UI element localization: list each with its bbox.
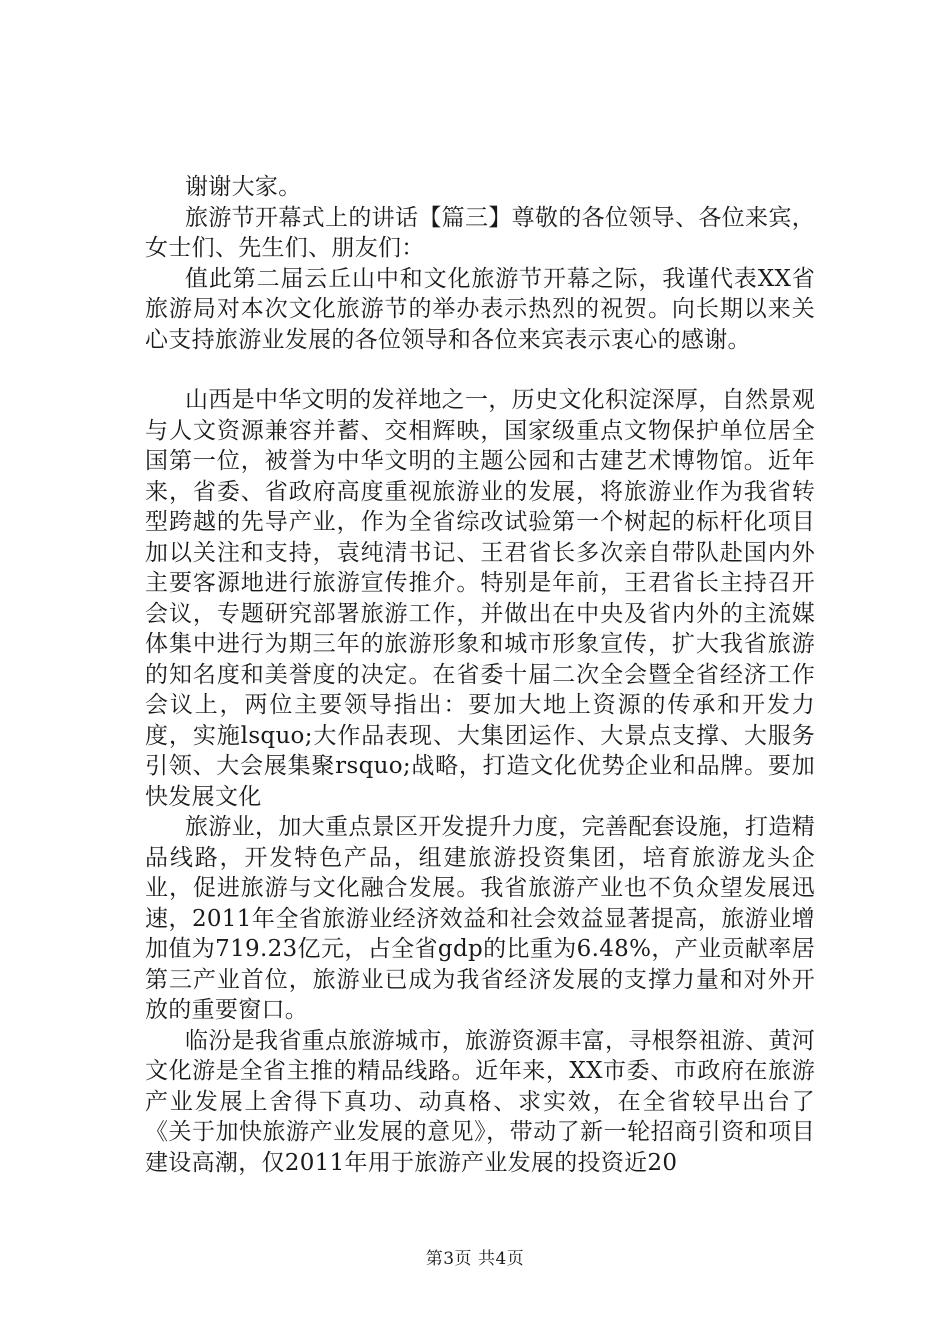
paragraph-gap bbox=[145, 355, 815, 385]
page-number-footer: 第3页 共4页 bbox=[425, 1249, 525, 1269]
linfen-tourism-paragraph: 临汾是我省重点旅游城市，旅游资源丰富，寻根祭祖游、黄河文化游是全省主推的精品线路。近年来，XX市委、市政府在旅游产业发展上舍得下真功、动真格、求实效，在全省较早出台了《关于加快旅游产业发展的意见》，带动了新一轮招商引资和项目建设高潮，仅2011年用于旅游产业发展的投资近20 bbox=[145, 1027, 815, 1176]
closing-thanks-paragraph: 谢谢大家。 bbox=[185, 174, 302, 200]
speech-title-greeting-paragraph: 旅游节开幕式上的讲话【篇三】尊敬的各位领导、各位来宾，女士们、先生们、朋友们： bbox=[145, 204, 815, 261]
document-body bbox=[145, 172, 815, 1178]
tourism-development-paragraph: 旅游业，加大重点景区开发提升力度，完善配套设施，打造精品线路，开发特色产品，组建旅游投资集团，培育旅游龙头企业，促进旅游与文化融合发展。我省旅游产业也不负众望发展迅速，2011年全省旅游业经济效益和社会效益显著提高，旅游业增加值为719.23亿元，占全省gdp的比重为6.48%，产业贡献率居第三产业首位，旅游业已成为我省经济发展的支撑力量和对外开放的重要窗口。 bbox=[145, 814, 815, 1023]
shanxi-culture-paragraph: 山西是中华文明的发祥地之一，历史文化积淀深厚，自然景观与人文资源兼容并蓄、交相辉映，国家级重点文物保护单位居全国第一位，被誉为中华文明的主题公园和古建艺术博物馆。近年来，省委、省政府高度重视旅游业的发展，将旅游业作为我省转型跨越的先导产业，作为全省综改试验第一个树起的标杆化项目加以关注和支持，袁纯清书记、王君省长多次亲自带队赴国内外主要客源地进行旅游宣传推介。特别是年前，王君省长主持召开会议，专题研究部署旅游工作，并做出在中央及省内外的主流媒体集中进行为期三年的旅游形象和城市形象宣传，扩大我省旅游的知名度和美誉度的决定。在省委十届二次全会暨全省经济工作会议上，两位主要领导指出：要加大地上资源的传承和开发力度，实施lsquo;大作品表现、大集团运作、大景点支撑、大服务引领、大会展集聚rsquo;战略，打造文化优势企业和品牌。要加快发展文化 bbox=[145, 387, 815, 810]
opening-congratulations-paragraph: 值此第二届云丘山中和文化旅游节开幕之际，我谨代表XX省旅游局对本次文化旅游节的举办表示热烈的祝贺。向长期以来关心支持旅游业发展的各位领导和各位来宾表示衷心的感谢。 bbox=[145, 265, 815, 353]
